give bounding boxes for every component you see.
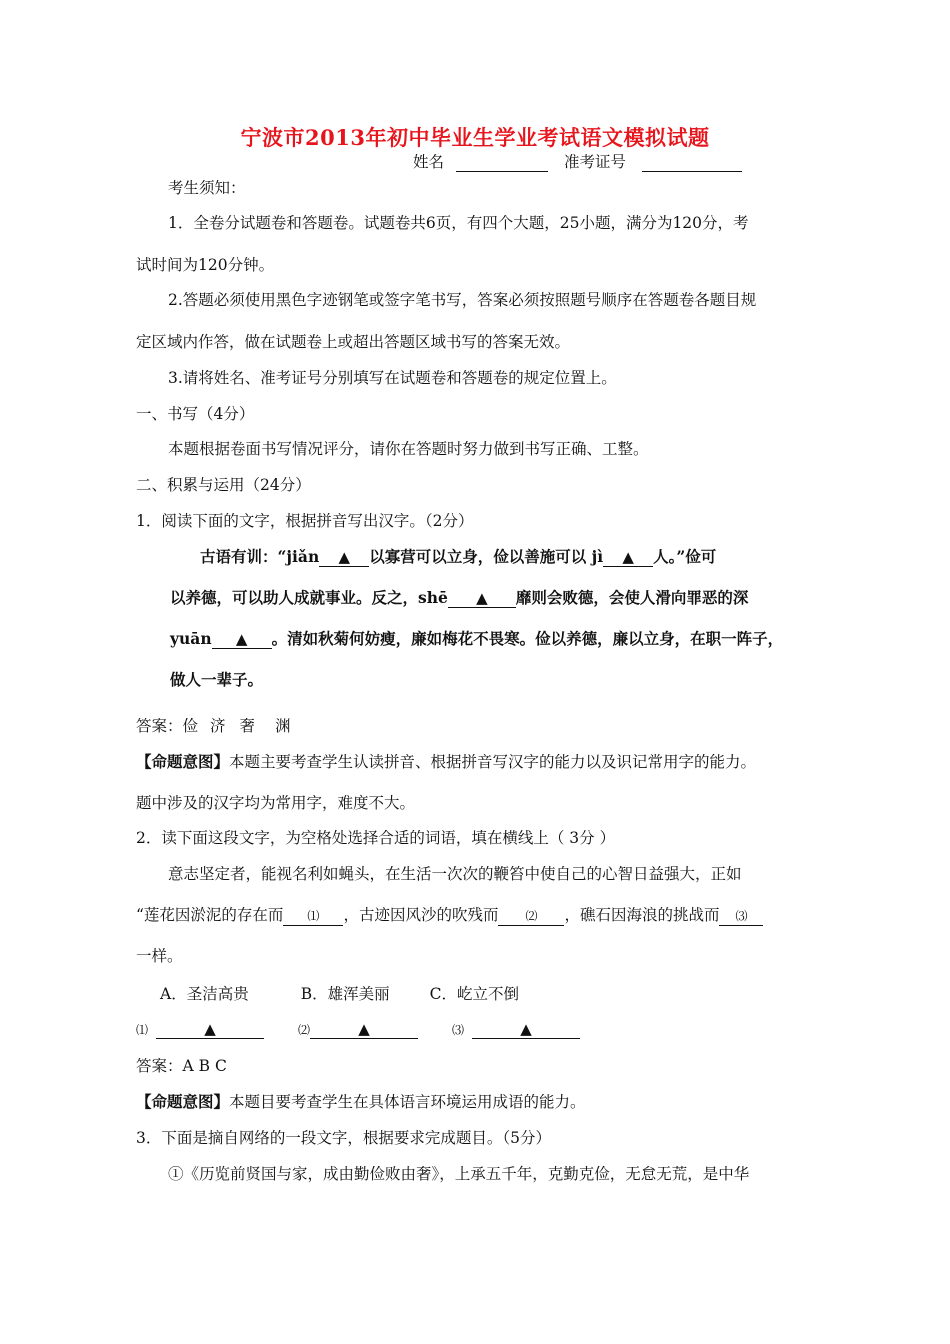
notice-item-2b: 定区域内作答，做在试题卷上或超出答题区域书写的答案无效。 xyxy=(136,333,571,351)
section2-heading: 二、积累与运用（24分） xyxy=(136,476,311,494)
notice-heading: 考生须知： xyxy=(168,179,246,197)
q1-answer: 答案：俭 济 奢 渊 xyxy=(136,717,291,735)
q1-blank-1: ▲ xyxy=(319,548,369,567)
q1-passage-line-3: yuān ▲ 。清如秋菊何妨瘦，廉如梅花不畏寒。俭以养德，廉以立身，在职一阵子， xyxy=(170,629,784,648)
q1-prompt: 1．阅读下面的文字，根据拼音写出汉字。（2分） xyxy=(136,512,474,530)
id-blank xyxy=(642,153,742,172)
q2-answer-blank-2: ▲ xyxy=(310,1020,418,1039)
q2-passage-line-2: “莲花因淤泥的存在而 ⑴ ，古迹因风沙的吹残而 ⑵ ，礁石因海浪的挑战而 ⑶ xyxy=(136,905,763,926)
notice-item-1a: 1．全卷分试题卷和答题卷。试题卷共6页，有四个大题，25小题，满分为120分，考 xyxy=(168,214,749,232)
q1-answer-3: 奢 xyxy=(239,717,256,735)
q1-intent-a: 【命题意图】本题主要考查学生认读拼音、根据拼音写汉字的能力以及识记常用字的能力。 xyxy=(136,752,757,771)
q2-blank-1: ⑴ xyxy=(283,907,343,926)
notice-item-1b: 试时间为120分钟。 xyxy=(136,256,275,274)
q2-answer: 答案：A B C xyxy=(136,1057,227,1075)
q1-blank-2: ▲ xyxy=(603,548,653,567)
q2-option-a: A．圣洁高贵 xyxy=(160,985,249,1003)
q2-options xyxy=(160,984,519,1004)
name-label: 姓名 xyxy=(413,153,445,171)
q2-passage-line-1: 意志坚定者，能视名利如蝇头，在生活一次次的鞭笞中使自己的心智日益强大，正如 xyxy=(168,865,742,883)
q2-blank-2: ⑵ xyxy=(498,907,564,926)
id-label: 准考证号 xyxy=(564,153,627,171)
name-blank xyxy=(456,153,548,172)
q3-passage-line-1: ①《历览前贤国与家，成由勤俭败由奢》，上承五千年，克勤克俭，无怠无荒，是中华 xyxy=(168,1165,750,1183)
header-fields xyxy=(413,152,742,172)
section1-text: 本题根据卷面书写情况评分，请你在答题时努力做到书写正确、工整。 xyxy=(168,440,649,458)
q2-option-c: C．屹立不倒 xyxy=(429,985,519,1003)
q2-intent: 【命题意图】本题目要考查学生在具体语言环境运用成语的能力。 xyxy=(136,1092,586,1111)
q1-answer-4: 渊 xyxy=(275,717,291,735)
q1-answer-2: 济 xyxy=(210,717,226,735)
section1-heading: 一、书写（4分） xyxy=(136,405,255,423)
exam-title: 宁波市2013年初中毕业生学业考试语文模拟试题 xyxy=(240,125,710,150)
q1-passage-line-1: 古语有训：“jiǎn ▲ 以寡营可以立身，俭以善施可以 jì ▲ 人。”俭可 xyxy=(200,547,717,566)
q2-option-b: B．雄浑美丽 xyxy=(300,985,390,1003)
q1-blank-4: ▲ xyxy=(212,630,272,649)
q3-prompt: 3．下面是摘自网络的一段文字，根据要求完成题目。（5分） xyxy=(136,1129,551,1147)
notice-item-3: 3.请将姓名、准考证号分别填写在试题卷和答题卷的规定位置上。 xyxy=(168,369,617,387)
q2-passage-line-3: 一样。 xyxy=(136,947,183,965)
q2-answer-blank-3: ▲ xyxy=(472,1020,580,1039)
q2-prompt: 2．读下面这段文字，为空格处选择合适的词语，填在横线上（ 3分 ） xyxy=(136,829,616,847)
q1-answer-1: 俭 xyxy=(182,717,199,735)
q1-passage-line-4: 做人一辈子。 xyxy=(170,670,264,689)
q2-answer-blank-1: ▲ xyxy=(156,1020,264,1039)
notice-item-2a: 2.答题必须使用黑色字迹钢笔或签字笔书写，答案必须按照题号顺序在答题卷各题目规 xyxy=(168,291,757,309)
q2-blank-3: ⑶ xyxy=(719,907,763,926)
q1-passage-line-2: 以养德，可以助人成就事业。反之，shē ▲ 靡则会败德，会使人滑向罪恶的深 xyxy=(170,588,749,607)
q2-answer-blanks: ⑴ ▲ ⑵ ▲ ⑶ ▲ xyxy=(136,1019,580,1040)
q1-intent-b: 题中涉及的汉字均为常用字，难度不大。 xyxy=(136,794,416,812)
q1-blank-3: ▲ xyxy=(448,589,516,608)
